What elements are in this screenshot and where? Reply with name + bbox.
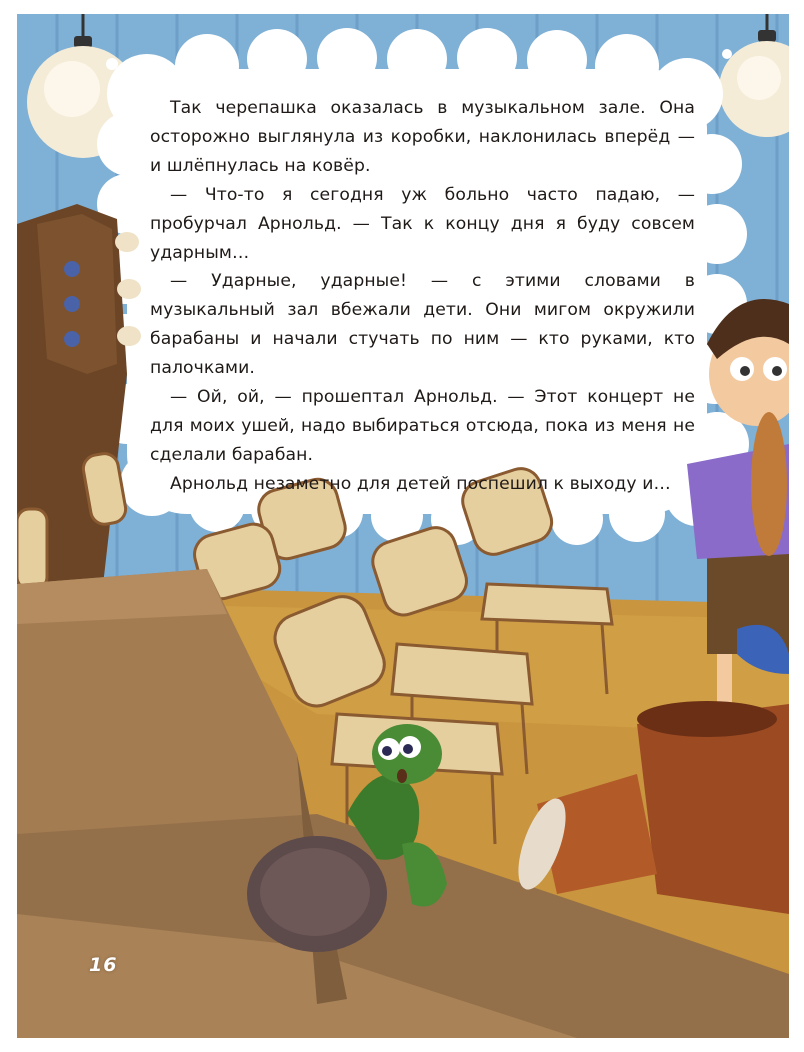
story-paragraph: Арнольд незаметно для детей поспешил к выходу и… (170, 473, 671, 494)
page-number: 16 (89, 954, 118, 976)
book-page (17, 14, 789, 1038)
story-text (150, 94, 695, 499)
story-paragraph: — Ой, ой, — прошептал Арнольд. — Этот концерт не для моих ушей, надо выбираться отсюда, пока из меня не сделали барабан. (150, 387, 695, 465)
story-paragraph: Так черепашка оказалась в музыкальном зале. Она осторожно выглянула из коробки, наклонилась вперёд — и шлёпнулась на ковёр. (150, 98, 695, 176)
story-paragraph: — Что-то я сегодня уж больно часто падаю, — пробурчал Арнольд. — Так к концу дня я буду совсем ударным… (150, 184, 695, 263)
story-paragraph: — Ударные, ударные! — с этими словами в музыкальный зал вбежали дети. Они мигом окружили барабаны и начали стучать по ним — кто руками, кто палочками. (150, 271, 695, 379)
